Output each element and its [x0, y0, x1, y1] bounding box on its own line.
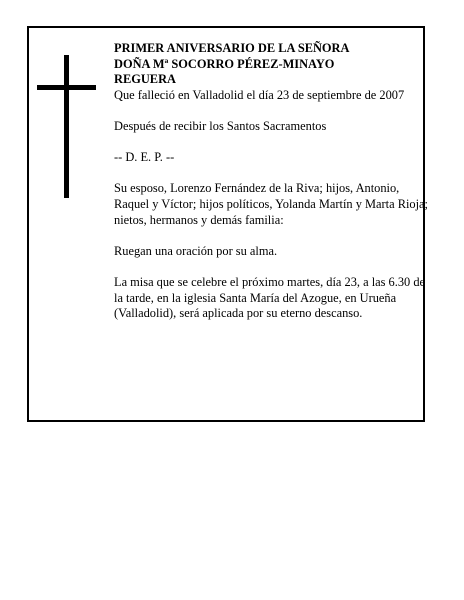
latin-cross-icon [37, 55, 96, 198]
dep-line: -- D. E. P. -- [114, 150, 175, 165]
death-info: Que falleció en Valladolid el día 23 de septiembre de 2007 [114, 87, 405, 102]
prayer-request: Ruegan una oración por su alma. [114, 243, 278, 258]
obituary-heading-line-3: REGUERA [114, 72, 176, 87]
obituary-text [114, 41, 428, 322]
sacraments-line: Después de recibir los Santos Sacramentos [114, 118, 327, 133]
cross-vertical-bar [64, 55, 69, 198]
obituary-heading-line-1: PRIMER ANIVERSARIO DE LA SEÑORA [114, 41, 350, 55]
mass-info-paragraph: La misa que se celebre el próximo martes, día 23, a las 6.30 de la tarde, en la iglesia Santa María del Azogue, en Urueña (Valladolid), será aplicada por su eterno descanso. [114, 274, 426, 321]
family-paragraph: Su esposo, Lorenzo Fernández de la Riva; hijos, Antonio, Raquel y Víctor; hijos políticos, Yolanda Martín y Marta Rioja; nietos, hermanos y demás familia: [114, 181, 428, 227]
cross-horizontal-bar [37, 85, 96, 90]
obituary-heading-line-2: DOÑA Mª SOCORRO PÉREZ-MINAYO [114, 56, 335, 71]
